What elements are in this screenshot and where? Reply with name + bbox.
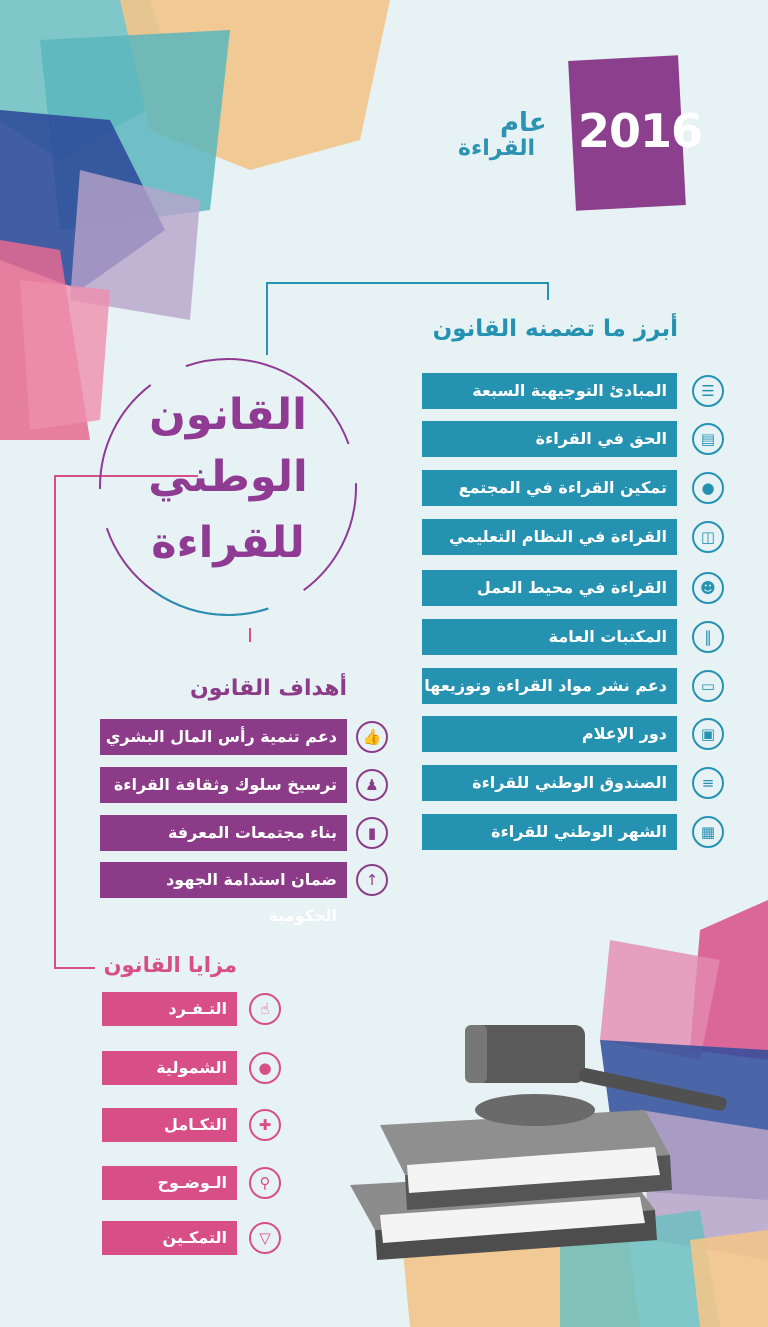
contents-item-2: الحق في القراءة [422,421,677,457]
title-line1: القانون [149,390,307,440]
logo-line1: عام [500,108,547,138]
reader-icon: ☻ [692,572,724,604]
contents-item-6: المكتبات العامة [422,619,677,655]
goals-heading: أهداف القانون [190,676,347,701]
people-icon: ● [692,472,724,504]
title-line2: الوطني [148,452,308,502]
book-stack-icon: ▤ [692,423,724,455]
title-line3: للقراءة [151,518,305,568]
goals-item-2: ترسيخ سلوك وثقافة القراءة [100,767,347,803]
contents-item-4: القراءة في النظام التعليمي [422,519,677,555]
magnifier-icon: ⚲ [249,1167,281,1199]
features-item-5: التمكـين [102,1221,237,1255]
features-item-4: الـوضـوح [102,1166,237,1200]
features-heading: مزايا القانون [103,953,237,977]
coins-icon: ≡ [692,767,724,799]
calendar-icon: ▦ [692,816,724,848]
group-icon: ● [249,1052,281,1084]
logo-year: 2016 [578,104,703,158]
tv-icon: ▣ [692,718,724,750]
arrow-up-icon: ↑ [356,864,388,896]
contents-heading: أبرز ما تضمنه القانون [432,316,678,342]
family-icon: ♟ [356,769,388,801]
contents-item-7: دعم نشر مواد القراءة وتوزيعها [422,668,677,704]
contents-item-5: القراءة في محيط العمل [422,570,677,606]
contents-item-1: المبادئ التوجيهية السبعة [422,373,677,409]
open-book-icon: ◫ [692,521,724,553]
goals-item-1: دعم تنمية رأس المال البشري [100,719,347,755]
contents-item-10: الشهر الوطني للقراءة [422,814,677,850]
book-icon: ▭ [692,670,724,702]
puzzle-icon: ✚ [249,1109,281,1141]
goals-item-3: بناء مجتمعات المعرفة [100,815,347,851]
features-item-1: التـفـرد [102,992,237,1026]
contents-item-8: دور الإعلام [422,716,677,752]
finger-icon: ☝ [249,993,281,1025]
contents-item-9: الصندوق الوطني للقراءة [422,765,677,801]
logo-line2: القراءة [458,136,536,161]
contents-item-3: تمكين القراءة في المجتمع [422,470,677,506]
thumbs-up-icon: 👍 [356,721,388,753]
features-item-2: الشمولية [102,1051,237,1085]
triangle-icon: ▽ [249,1222,281,1254]
library-icon: ‖ [692,621,724,653]
list-icon: ☰ [692,375,724,407]
growth-icon: ▮ [356,817,388,849]
goals-item-4: ضمان استدامة الجهود الحكومية [100,862,347,898]
main-title [108,338,348,628]
features-item-3: التكـامل [102,1108,237,1142]
